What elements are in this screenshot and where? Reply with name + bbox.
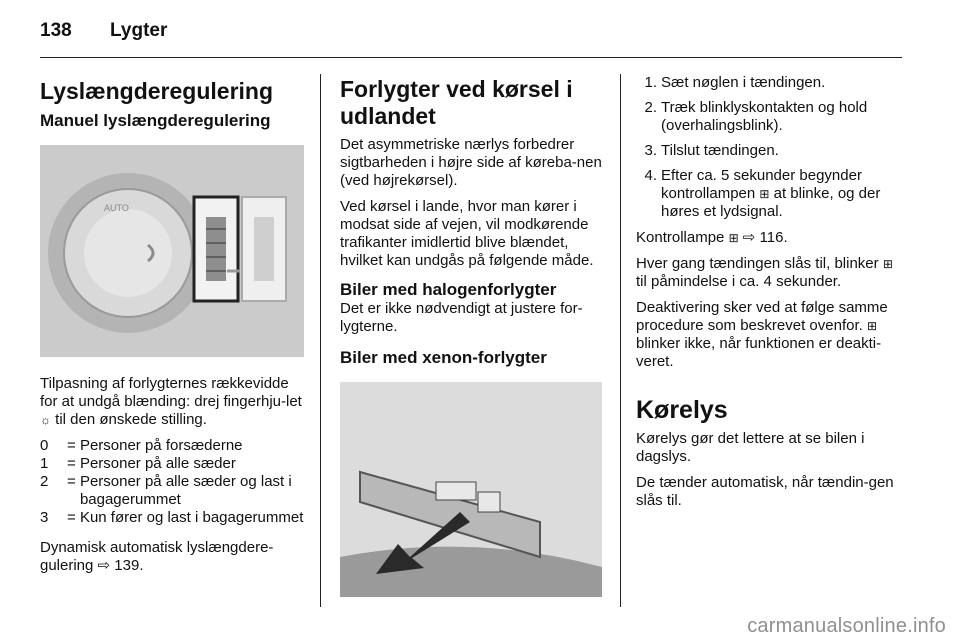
paragraph: Kørelys gør det lettere at se bilen i dagslys. <box>636 430 865 465</box>
subsection-title: Biler med halogenforlygter <box>340 280 557 299</box>
thumbwheel-icon: ☼ <box>40 413 51 427</box>
intro-text: Tilpasning af forlygternes rækkevidde for at undgå blænding: drej fingerhju-let ☼ til den ønskede stilling. <box>40 375 302 428</box>
list-item: 2. Træk blinklyskontakten og hold (overhalingsblink). <box>644 99 868 134</box>
list-item: 4. Efter ca. 5 sekunder begynder kontrollampen ⊞ at blinke, og der høres et lydsignal. <box>644 167 881 220</box>
section-title: Lyslængderegulering <box>40 78 274 104</box>
paragraph: Det asymmetriske nærlys forbedrer sigtbarheden i højre side af køreba-nen (ved højrekørsel). <box>340 136 602 189</box>
paragraph: Hver gang tændingen slås til, blinker ⊞ til påmindelse i ca. 4 sekunder. <box>636 255 893 290</box>
list-item: 1. Sæt nøglen i tændingen. <box>644 74 826 91</box>
column-3 <box>636 64 902 518</box>
paragraph: Ved kørsel i lande, hvor man kører i modsat side af vejen, vil modkørende trafikanter imidlertid blive blændet, hvilket kan undgås på følgende måde. <box>340 198 594 269</box>
page-ref-icon: ⇨ <box>742 229 756 246</box>
subsection-title: Manuel lyslængderegulering <box>40 111 271 130</box>
list-item: 1 = Personer på alle sæder <box>40 455 236 472</box>
column-divider-2 <box>620 74 621 607</box>
page-number: 138 <box>40 20 72 41</box>
page-ref-icon: ⇨ <box>97 557 111 574</box>
paragraph: Deaktivering sker ved at følge samme procedure som beskrevet ovenfor. ⊞ blinker ikke, når funktionen er deakti-veret. <box>636 299 888 370</box>
position-list <box>40 437 304 527</box>
list-item: 3 = Kun fører og last i bagagerummet <box>40 509 304 526</box>
dynamic-text: Dynamisk automatisk lyslængdere-gulering ⇨ 139. <box>40 539 274 574</box>
column-1 <box>40 64 304 583</box>
lamp-icon: ⊞ <box>759 187 770 201</box>
section-title: Forlygter ved kørsel i udlandet <box>340 76 573 129</box>
chapter-title: Lygter <box>110 20 168 41</box>
headlamp-control-photo <box>40 145 304 357</box>
svg-text:AUTO: AUTO <box>104 203 129 213</box>
section-title: Kørelys <box>636 396 728 424</box>
list-item: 2 = Personer på alle sæder og last i bagagerummet <box>40 473 292 508</box>
paragraph: De tænder automatisk, når tændin-gen slås til. <box>636 474 894 509</box>
column-2 <box>340 64 602 597</box>
column-divider-1 <box>320 74 321 607</box>
paragraph: Det er ikke nødvendigt at justere for-lygterne. <box>340 300 583 335</box>
header-divider <box>40 57 902 58</box>
lamp-icon: ⊞ <box>866 319 878 333</box>
lamp-icon: ⊞ <box>882 257 893 271</box>
lamp-icon: ⊞ <box>728 231 739 245</box>
subsection-title: Biler med xenon-forlygter <box>340 348 547 367</box>
step-list <box>636 74 902 221</box>
indicator-stalk-photo <box>340 382 602 597</box>
watermark: carmanualsonline.info <box>747 615 946 637</box>
paragraph: Kontrollampe ⊞ ⇨ 116. <box>636 229 788 246</box>
list-item: 3. Tilslut tændingen. <box>644 142 779 159</box>
list-item: 0 = Personer på forsæderne <box>40 437 243 454</box>
